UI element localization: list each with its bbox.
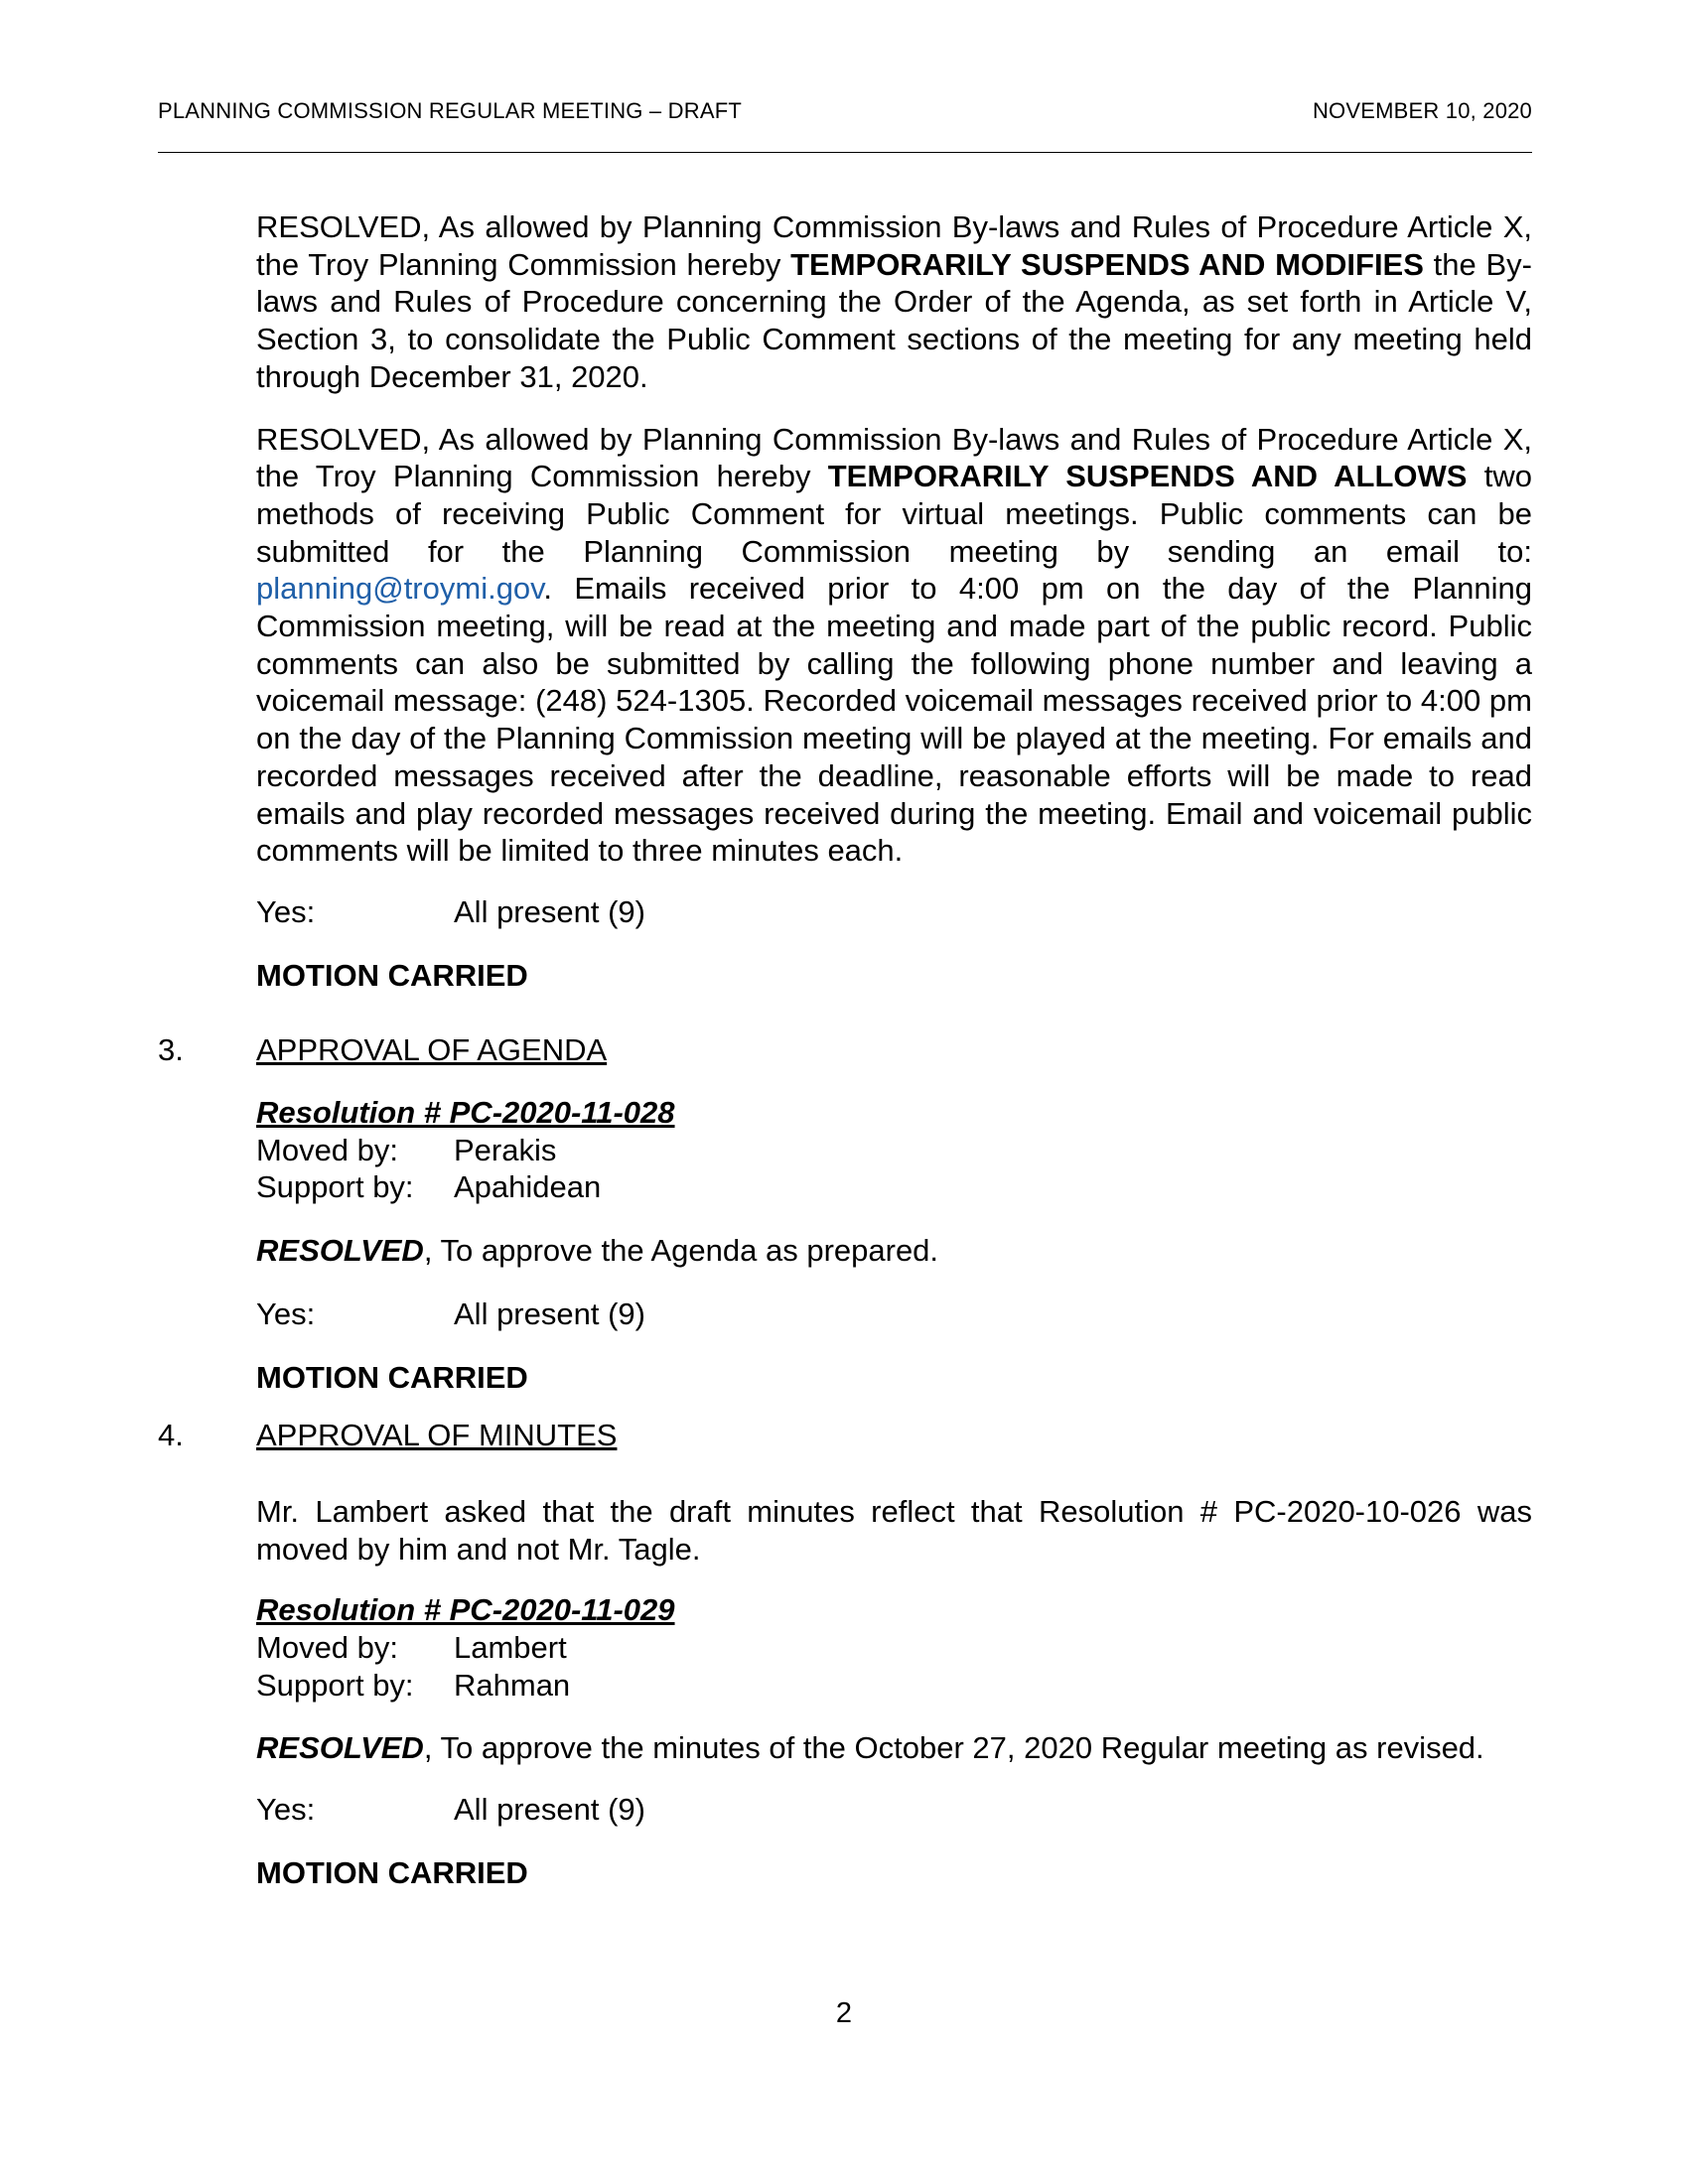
vote-row (256, 893, 1532, 931)
moved-by-value: Perakis (454, 1132, 557, 1167)
resolved-word: RESOLVED (256, 1233, 424, 1269)
section-number: 3. (158, 1032, 184, 1068)
moved-by-row (256, 1629, 1532, 1667)
motion-carried: MOTION CARRIED (256, 957, 528, 993)
minutes-note: Mr. Lambert asked that the draft minutes reflect that Resolution # PC-2020-10-026 was moved by him and not Mr. Tagle. (256, 1493, 1532, 1567)
para2-bold-text: TEMPORARILY SUSPENDS AND ALLOWS (827, 459, 1468, 494)
vote-row (256, 1791, 1532, 1829)
vote-value: All present (9) (454, 893, 645, 929)
support-by-label: Support by: (256, 1169, 414, 1205)
support-by-row (256, 1667, 1532, 1705)
motion-carried: MOTION CARRIED (256, 1854, 528, 1890)
para2-text-end: . Emails received prior to 4:00 pm on the day of the Planning Commission meeting, will be read at the meeting and made part of the public record. Public comments can also be submitted by calling the following phone number and leaving a voicemail message: (248) 524-1305. Recorded voicemail messages received prior to 4:00 pm on the day of the Planning Commission meeting will be played at the meeting. For emails and recorded messages received after the deadline, reasonable efforts will be made to read emails and play recorded messages received during the meeting. Email and voicemail public comments will be limited to three minutes each. (256, 571, 1532, 869)
section-approval-of-agenda (158, 1031, 1532, 1069)
header-date: NOVEMBER 10, 2020 (1312, 98, 1532, 123)
section-title: APPROVAL OF MINUTES (256, 1418, 618, 1453)
header-title: PLANNING COMMISSION REGULAR MEETING – DRAFT (158, 98, 743, 123)
vote-row (256, 1296, 1532, 1333)
para1-text-end: the By-laws and Rules of Procedure concerning the Order of the Agenda, as set forth in Article V, Section 3, to consolidate the Public Comment sections of the meeting for any meeting held through December 31, 2020. (256, 246, 1533, 394)
page-number: 2 (835, 1997, 853, 2029)
moved-by-label: Moved by: (256, 1132, 399, 1167)
moved-by-row (256, 1132, 1532, 1169)
support-by-row (256, 1168, 1532, 1206)
resolved-text: , To approve the Agenda as prepared. (423, 1233, 939, 1269)
resolution-paragraph-agenda-order (256, 208, 1532, 396)
moved-by-value: Lambert (454, 1630, 567, 1666)
vote-label: Yes: (256, 1296, 316, 1331)
para2-text-mid: two methods of receiving Public Comment for virtual meetings. Public comments can be submitted for the Planning Commission meeting by sending an email to: (256, 459, 1532, 569)
resolved-word: RESOLVED (256, 1729, 424, 1765)
resolution-number: Resolution # PC-2020-11-029 (256, 1592, 675, 1628)
para1-text-start: RESOLVED, As allowed by Planning Commission By-laws and Rules of Procedure Article X, the Troy Planning Commission hereby (256, 209, 1532, 282)
para2-text-start: RESOLVED, As allowed by Planning Commission By-laws and Rules of Procedure Article X, the Troy Planning Commission hereby (256, 421, 1532, 494)
page-header (158, 94, 1532, 153)
vote-label: Yes: (256, 1792, 316, 1828)
vote-value: All present (9) (454, 1296, 645, 1331)
resolved-text: , To approve the minutes of the October 27, 2020 Regular meeting as revised. (423, 1729, 1484, 1765)
motion-carried: MOTION CARRIED (256, 1359, 528, 1395)
document-body (158, 208, 1533, 1892)
section-number: 4. (158, 1418, 184, 1453)
support-by-value: Rahman (454, 1667, 571, 1703)
email-link[interactable]: planning@troymi.gov (256, 571, 544, 607)
para1-bold-text: TEMPORARILY SUSPENDS AND MODIFIES (790, 246, 1424, 282)
vote-value: All present (9) (454, 1792, 645, 1828)
section-approval-of-minutes (158, 1417, 1532, 1454)
vote-label: Yes: (256, 893, 316, 929)
resolved-statement (256, 1232, 1532, 1270)
moved-by-label: Moved by: (256, 1630, 399, 1666)
support-by-label: Support by: (256, 1667, 414, 1703)
resolved-statement (256, 1729, 1532, 1767)
support-by-value: Apahidean (454, 1169, 602, 1205)
section-title: APPROVAL OF AGENDA (256, 1032, 608, 1068)
resolution-number: Resolution # PC-2020-11-028 (256, 1095, 675, 1131)
resolution-paragraph-public-comment (256, 421, 1532, 870)
